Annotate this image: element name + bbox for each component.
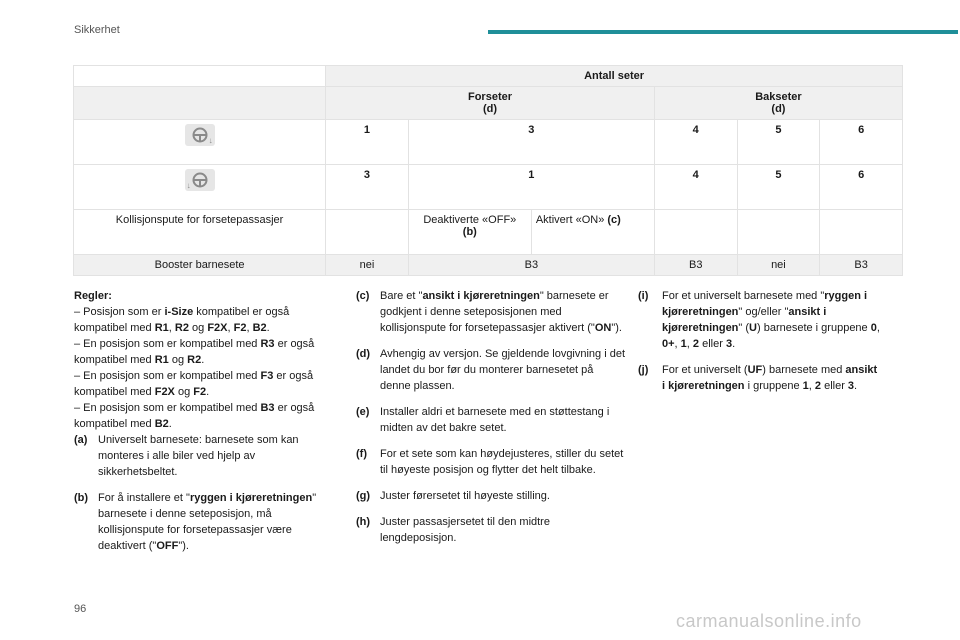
table-row	[74, 210, 903, 255]
notes-column	[356, 288, 626, 556]
table-cell: nei	[737, 255, 820, 276]
note-c: (c) Bare et "ansikt i kjøreretningen" barnesete er godkjent i denne seteposisjonen med kollisjonspute for forsetepassasjer aktivert ("ON").	[356, 290, 622, 334]
notes-column	[638, 288, 883, 404]
note-b: (b) For å installere et "ryggen i kjøreretningen" barnesete i denne seteposisjon, må kollisjonspute for forsetepassasjer være deaktivert ("OFF").	[74, 492, 317, 552]
front-seats-header	[326, 87, 655, 120]
header-accent-bar	[488, 30, 958, 34]
airbag-deactivated-text: Deaktiverte «OFF»	[423, 214, 517, 226]
rear-seats-header	[654, 87, 902, 120]
rule-item: – En posisjon som er kompatibel med R3 er også kompatibel med R1 og R2.	[74, 338, 315, 366]
front-seats-ref: (d)	[482, 103, 498, 115]
table-cell: 4	[654, 165, 737, 210]
table-cell: 5	[737, 120, 820, 165]
note-d: (d) Avhengig av versjon. Se gjeldende lovgivning i det landet du bor før du monterer barnesetet på denne plassen.	[356, 348, 626, 392]
airbag-activated-cell	[531, 210, 654, 255]
row-icon-cell	[74, 120, 326, 165]
note-e: (e) Installer aldri et barnesete med en støttestang i midten av det bakre setet.	[356, 406, 610, 434]
sub-corner	[74, 87, 326, 120]
section-title: Sikkerhet	[74, 24, 120, 36]
table-row	[74, 165, 903, 210]
table-cell	[654, 210, 737, 255]
table-cell	[326, 210, 409, 255]
table-cell: 5	[737, 165, 820, 210]
table-cell	[737, 210, 820, 255]
table-cell: 6	[820, 120, 903, 165]
airbag-deactivated-ref: (b)	[462, 226, 477, 238]
table-cell: B3	[408, 255, 654, 276]
note-i: (i) For et universelt barnesete med "ryggen i kjøreretningen" og/eller "ansikt i kjøreretningen" (U) barnesete i gruppene 0, 0+, 1, 2 eller 3.	[638, 290, 880, 350]
table-cell: 3	[408, 120, 654, 165]
rear-seats-label: Bakseter	[755, 91, 802, 103]
rule-item: – En posisjon som er kompatibel med B3 er også kompatibel med B2.	[74, 402, 315, 430]
table-cell: B3	[820, 255, 903, 276]
table-cell: 6	[820, 165, 903, 210]
table-cell: nei	[326, 255, 409, 276]
rule-item: – Posisjon som er i-Size kompatibel er også kompatibel med R1, R2 og F2X, F2, B2.	[74, 306, 290, 334]
table-row	[74, 120, 903, 165]
note-j: (j) For et universelt (UF) barnesete med ansikt i kjøreretningen i gruppene 1, 2 eller 3.	[638, 364, 878, 392]
airbag-activated-ref: (c)	[607, 214, 621, 226]
table-row	[74, 255, 903, 276]
airbag-label: Kollisjonspute for forsetepassasjer	[74, 210, 326, 255]
table-cell: 1	[326, 120, 409, 165]
rear-seats-ref: (d)	[771, 103, 786, 115]
table-cell: 3	[326, 165, 409, 210]
airbag-activated-text: Aktivert «ON»	[535, 214, 605, 226]
table-cell	[820, 210, 903, 255]
page-number: 96	[74, 603, 87, 615]
steering-wheel-seat-icon: ↓	[185, 124, 215, 146]
table-corner	[74, 66, 326, 87]
steering-wheel-seat-icon: ↓	[185, 169, 215, 191]
note-f: (f) For et sete som kan høydejusteres, stiller du setet til høyeste posisjon og flytter det helt tilbake.	[356, 448, 624, 476]
table-cell: 1	[408, 165, 654, 210]
booster-label: Booster barnesete	[74, 255, 326, 276]
rules-column	[74, 288, 324, 564]
note-a: (a) Universelt barnesete: barnesete som kan monteres i alle biler ved hjelp av sikkerhetsbeltet.	[74, 434, 299, 478]
note-g: (g) Juster førersetet til høyeste stilling.	[356, 490, 550, 502]
rule-item: – En posisjon som er kompatibel med F3 er også kompatibel med F2X og F2.	[74, 370, 314, 398]
airbag-deactivated-cell	[408, 210, 531, 255]
watermark: carmanualsonline.info	[676, 611, 862, 631]
group-header: Antall seter	[326, 66, 903, 87]
front-seats-label: Forseter	[467, 91, 513, 103]
row-icon-cell	[74, 165, 326, 210]
seat-compatibility-table	[73, 65, 903, 276]
table-cell: 4	[654, 120, 737, 165]
note-h: (h) Juster passasjersetet til den midtre lengdeposisjon.	[356, 516, 550, 544]
table-cell: B3	[654, 255, 737, 276]
rules-title: Regler:	[74, 290, 112, 302]
